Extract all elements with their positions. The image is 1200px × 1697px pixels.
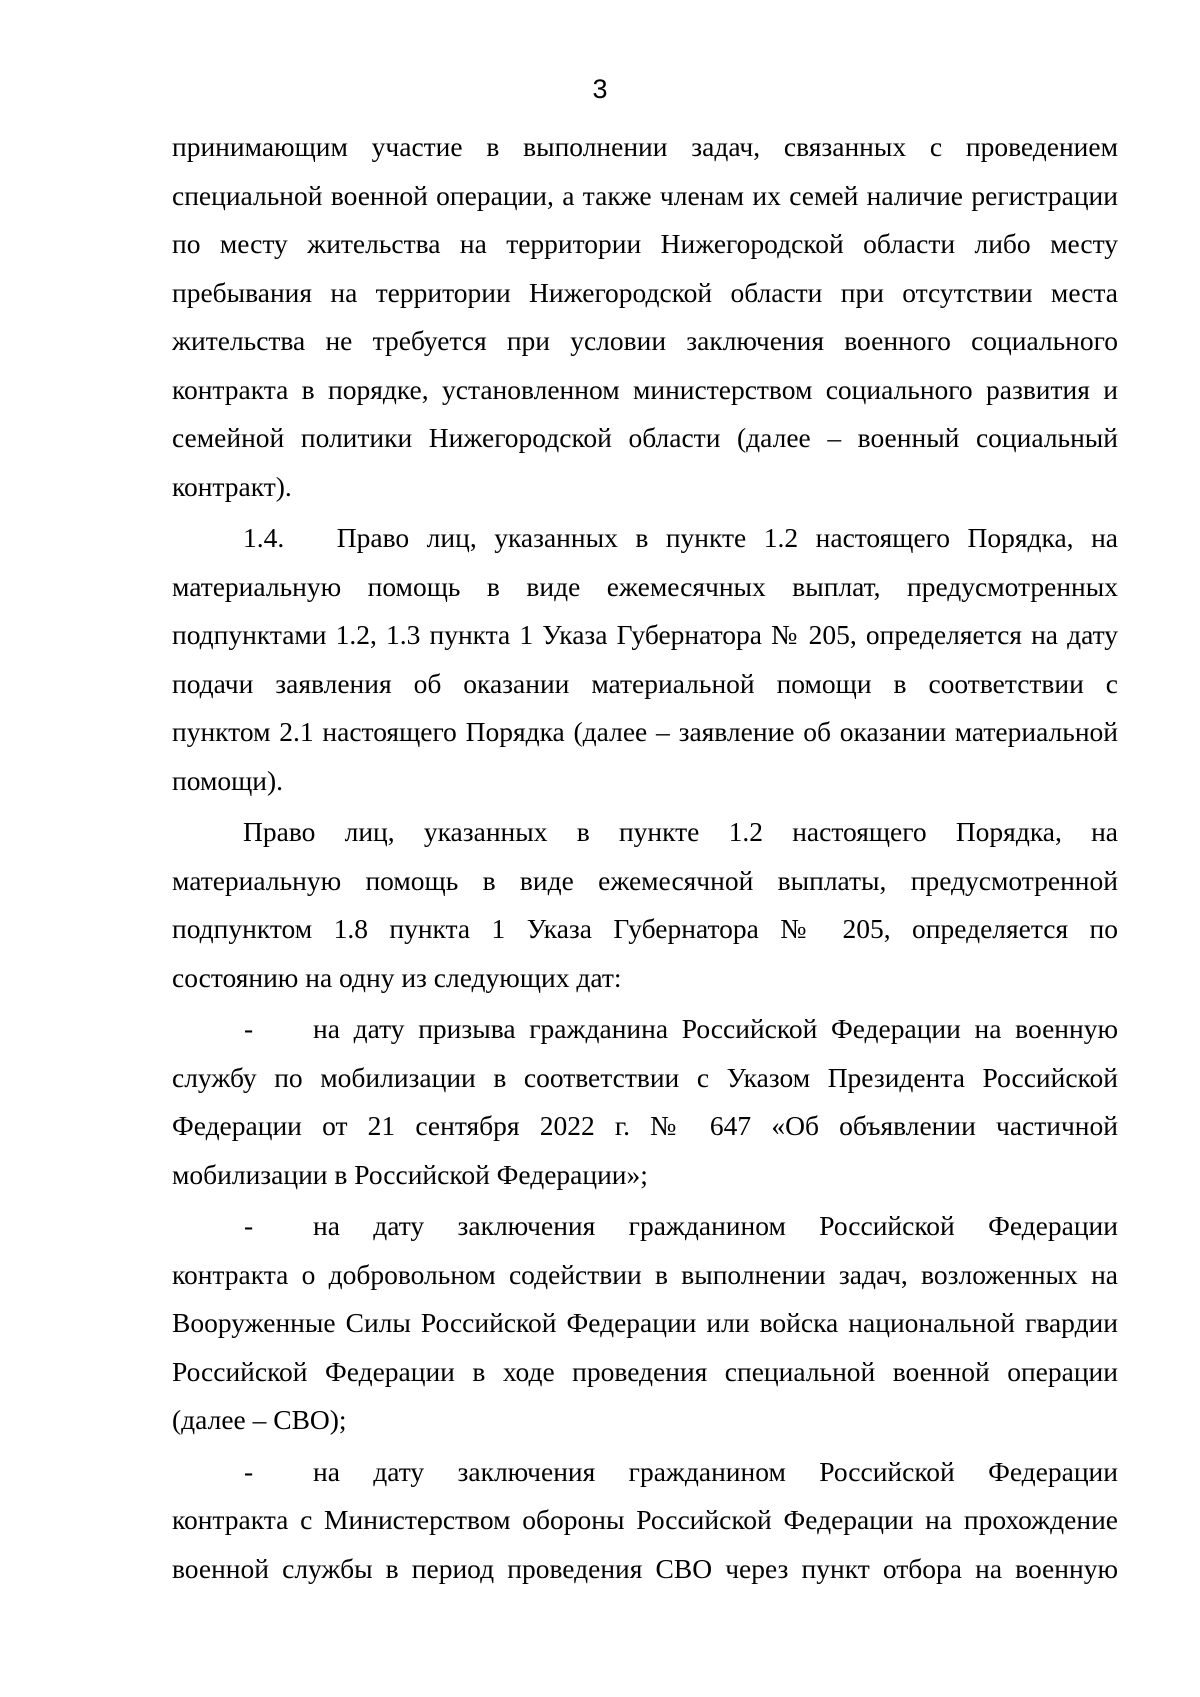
list-item-mobilization xyxy=(172,1005,1118,1199)
text-line xyxy=(172,1448,1118,1497)
list-item-text: на дату заключения гражданином Российской Федерации xyxy=(313,1210,1118,1241)
text-line: принимающим участие в выполнении задач, связанных с проведением xyxy=(172,131,1118,162)
list-item-text: на дату заключения гражданином Российской Федерации xyxy=(313,1455,1118,1487)
text-line: контракт). xyxy=(172,470,292,502)
text-line: подачи заявления об оказании материальной помощи в соответствии с xyxy=(172,667,1118,699)
text-line: Российской Федерации в ходе проведения специальной военной операции xyxy=(172,1355,1118,1387)
text-line: Вооруженные Силы Российской Федерации или войска национальной гвардии xyxy=(172,1307,1118,1338)
list-dash: - xyxy=(244,1455,254,1487)
text-line: контракта с Министерством обороны Российской Федерации на прохождение xyxy=(172,1504,1118,1535)
text-line: жительства не требуется при условии заключения военного социального xyxy=(172,325,1118,356)
text-line: подпунктом 1.8 пункта 1 Указа Губернатора № 205, определяется по xyxy=(172,913,1118,944)
text-line: материальную помощь в виде ежемесячной выплаты, предусмотренной xyxy=(172,864,1118,896)
list-item-ministry-contract xyxy=(172,1448,1118,1594)
text-line: материальную помощь в виде ежемесячных выплат, предусмотренных xyxy=(172,570,1118,602)
text-line: мобилизации в Российской Федерации»; xyxy=(172,1158,648,1190)
text-line: подпунктами 1.2, 1.3 пункта 1 Указа Губернатора № 205, определяется на дату xyxy=(172,619,1118,650)
text-line: (далее – СВО); xyxy=(172,1404,347,1435)
text-line: по месту жительства на территории Нижегородской области либо месту xyxy=(172,228,1118,259)
paragraph-residence-registration xyxy=(172,123,1118,511)
text-line: контракта в порядке, установленном министерством социального развития и xyxy=(172,373,1118,405)
list-item-voluntary-contract xyxy=(172,1202,1118,1445)
text-line: специальной военной операции, а также членам их семей наличие регистрации xyxy=(172,179,1118,211)
text-line: пребывания на территории Нижегородской области при отсутствии места xyxy=(172,276,1118,308)
list-dash: - xyxy=(244,1013,254,1044)
text-line: состоянию на одну из следующих дат: xyxy=(172,961,622,993)
paragraph-item-1-4 xyxy=(172,514,1118,805)
text-line: военной службы в период проведения СВО через пункт отбора на военную xyxy=(172,1552,1118,1584)
text-line: Право лиц, указанных в пункте 1.2 настоящего Порядка, на xyxy=(243,816,1118,847)
list-dash: - xyxy=(244,1210,254,1241)
document-body xyxy=(172,123,1118,1593)
text-line: контракта о добровольном содействии в выполнении задач, возложенных на xyxy=(172,1258,1118,1290)
text-line: 1.4. Право лиц, указанных в пункте 1.2 настоящего Порядка, на xyxy=(243,522,1118,553)
text-line: пунктом 2.1 настоящего Порядка (далее – заявление об оказании материальной xyxy=(172,716,1118,747)
list-item-text: на дату призыва гражданина Российской Федерации на военную xyxy=(313,1013,1118,1044)
paragraph-monthly-payment-dates xyxy=(172,808,1118,1002)
text-line: помощи). xyxy=(172,764,284,796)
text-line: службу по мобилизации в соответствии с Указом Президента Российской xyxy=(172,1061,1118,1093)
text-line xyxy=(172,1005,1118,1054)
text-line xyxy=(172,1202,1118,1251)
text-line: семейной политики Нижегородской области (далее – военный социальный xyxy=(172,422,1118,453)
page-number: 3 xyxy=(592,74,608,104)
text-line: Федерации от 21 сентября 2022 г. № 647 «Об объявлении частичной xyxy=(172,1110,1118,1141)
